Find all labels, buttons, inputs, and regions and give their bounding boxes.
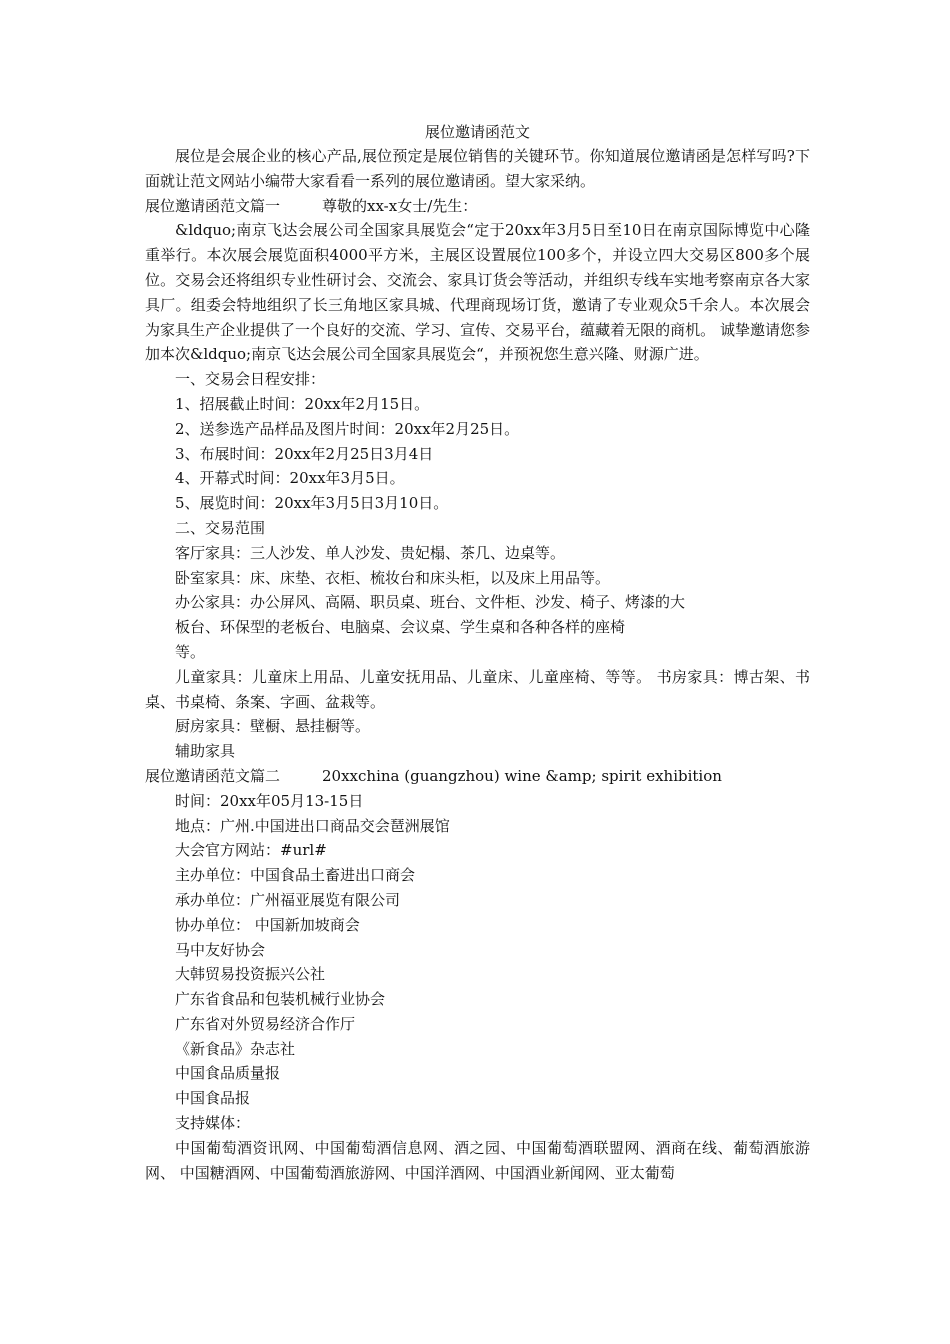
scope-office-line: 板台、环保型的老板台、电脑桌、会议桌、学生桌和各种各样的座椅 [175,618,626,637]
article2-heading-line [145,764,810,789]
article1-salutation: 尊敬的xx-x女士/先生： [322,196,478,215]
scope-living-room: 客厅家具：三人沙发、单人沙发、贵妃榻、茶几、边桌等。 [175,543,566,562]
schedule-item: 2、送参选产品样品及图片时间：20xx年2月25日。 [175,419,520,438]
article2-info-line: 地点：广州.中国进出口商品交会琶洲展馆 [175,816,450,835]
document-page [145,120,810,1185]
article1-body: &ldquo;南京飞达会展公司全国家具展览会“定于20xx年3月5日至10日在南京国际博览中心隆重举行。本次展会展览面积4000平方米，主展区设置展位100多个，并设立四大交易区800多个展位。交易会还将组织专业性研讨会、交流会、家具订货会等活动，并组织专线车实地考察南京各大家具厂。组委会特地组织了长三角地区家具城、代理商现场订货，邀请了专业观众5千余人。本次展会为家具生产企业提供了一个良好的交流、学习、宣传、交易平台，蕴藏着无限的商机。 诚挚邀请您参加本次&ldquo;南京飞达会展公司全国家具展览会“，并预祝您生意兴隆、财源广进。 [145,221,810,364]
article2-info-line: 大会官方网站：#url# [175,841,327,860]
intro-paragraph: 展位是会展企业的核心产品,展位预定是展位销售的关键环节。你知道展位邀请函是怎样写吗?下面就让范文网站小编带大家看看一系列的展位邀请函。望大家采纳。 [145,147,810,190]
article2-media-list: 中国葡萄酒资讯网、中国葡萄酒信息网、酒之园、中国葡萄酒联盟网、酒商在线、葡萄酒旅游网、 中国糖酒网、中国葡萄酒旅游网、中国洋酒网、中国酒业新闻网、亚太葡萄 [145,1138,810,1182]
document-title: 展位邀请函范文 [424,123,530,141]
article2-info-line: 大韩贸易投资振兴公社 [175,965,326,984]
article2-heading: 展位邀请函范文篇二 [145,766,281,785]
scope-kitchen: 厨房家具：壁橱、悬挂橱等。 [175,717,371,736]
article2-info-line: 协办单位： 中国新加坡商会 [175,915,360,934]
scope-office-line: 办公家具：办公屏风、高隔、职员桌、班台、文件柜、沙发、椅子、烤漆的大 [175,593,686,612]
scope-auxiliary: 辅助家具 [175,742,236,761]
scope-heading: 二、交易范围 [175,518,266,537]
article2-info-line: 中国食品质量报 [175,1064,281,1083]
article2-info-line: 承办单位：广州福亚展览有限公司 [175,890,401,909]
article2-info-line: 支持媒体： [175,1114,251,1133]
schedule-item: 4、开幕式时间：20xx年3月5日。 [175,469,405,488]
scope-office-line: 等。 [175,642,206,661]
article1-heading: 展位邀请函范文篇一 [145,196,281,215]
article2-info-line: 广东省对外贸易经济合作厅 [175,1014,356,1033]
schedule-item: 1、招展截止时间：20xx年2月15日。 [175,394,430,413]
article2-info-line: 中国食品报 [175,1089,251,1108]
article2-info-line: 广东省食品和包装机械行业协会 [175,990,386,1009]
article2-info-line: 主办单位：中国食品土畜进出口商会 [175,866,416,885]
article2-info-line: 马中友好协会 [175,940,266,959]
schedule-item: 5、展览时间：20xx年3月5日3月10日。 [175,494,449,513]
scope-bedroom: 卧室家具：床、床垫、衣柜、梳妆台和床头柜，以及床上用品等。 [175,568,611,587]
scope-children-study: 儿童家具：儿童床上用品、儿童安抚用品、儿童床、儿童座椅、等等。 书房家具：博古架、书桌、书桌椅、条案、字画、盆栽等。 [145,667,810,711]
article2-info-line: 《新食品》杂志社 [175,1039,296,1058]
article2-subtitle: 20xxchina (guangzhou) wine &amp; spirit exhibition [322,766,722,785]
article2-info-line: 时间：20xx年05月13-15日 [175,791,364,810]
schedule-heading: 一、交易会日程安排： [175,370,326,389]
article1-heading-line [145,194,810,219]
schedule-item: 3、布展时间：20xx年2月25日3月4日 [175,444,434,463]
